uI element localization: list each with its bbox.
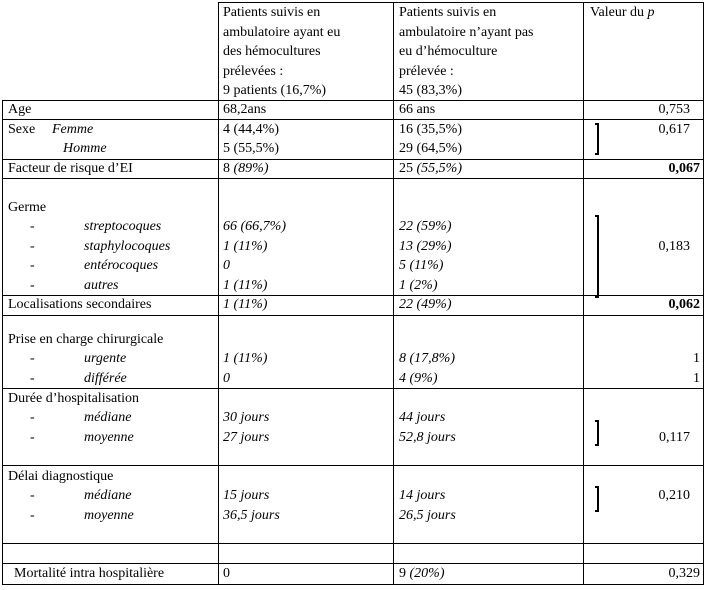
cell-germe-p: 0,183: [658, 239, 690, 254]
header-line: Patients suivis en: [399, 5, 497, 20]
header-line: des hémocultures: [223, 44, 321, 59]
cell-prise-p: 1: [693, 351, 700, 366]
value-percent: (89%): [233, 161, 269, 176]
list-dash: -: [30, 258, 35, 273]
cell-delai-col2: 26,5 jours: [399, 508, 456, 523]
table-border: [2, 543, 703, 544]
table-border: [2, 584, 703, 585]
cell-germe-col1: 1 (11%): [223, 278, 268, 293]
table-border: [2, 100, 703, 101]
header-line: eu d’hémoculture: [399, 44, 498, 59]
table-border: [2, 465, 703, 466]
cell-delai-col2: 14 jours: [399, 488, 446, 503]
table-border: [2, 119, 703, 120]
row-label-duree-hospitalisation: Durée d’hospitalisation: [8, 391, 140, 406]
header-text: Valeur du: [590, 5, 648, 20]
cell-prise-col2: 4 (9%): [399, 371, 438, 386]
prise-item-urgente: urgente: [84, 351, 127, 366]
table-border: [2, 100, 3, 585]
cell-sexe-f-col2: 16 (35,5%): [399, 122, 462, 137]
cell-germe-col2: 5 (11%): [399, 258, 444, 273]
list-dash: -: [30, 410, 35, 425]
cell-germe-col2: 22 (59%): [399, 219, 452, 234]
row-label-germe: Germe: [8, 200, 47, 215]
germe-item-autres: autres: [84, 278, 119, 293]
cell-delai-col1: 15 jours: [223, 488, 270, 503]
row-sublabel-femme: Femme: [52, 122, 94, 137]
table-border: [703, 2, 704, 585]
header-line: prélevée :: [399, 63, 454, 79]
cell-prise-p: 1: [693, 371, 700, 386]
cell-duree-p: 0,117: [659, 430, 690, 445]
value-count: 25: [399, 161, 417, 176]
row-label-mortalite: Mortalité intra hospitalière: [14, 566, 165, 581]
cell-mortalite-p: 0,329: [668, 566, 700, 581]
row-label-prise-en-charge: Prise en charge chirurgicale: [8, 332, 164, 347]
header-line: 45 (83,3%): [399, 83, 462, 98]
header-col-ambulatoire-hemocultures: [223, 3, 340, 101]
table-border: [2, 315, 703, 316]
bracket-icon: [595, 486, 599, 512]
cell-germe-col1: 0: [223, 258, 230, 273]
cell-delai-p: 0,210: [658, 488, 690, 503]
header-line: ambulatoire ayant eu: [223, 24, 341, 40]
table-border: [583, 2, 584, 585]
cell-sexe-h-col2: 29 (64,5%): [399, 141, 462, 156]
cell-age-col1: 68,2ans: [223, 102, 267, 117]
list-dash: -: [30, 351, 35, 366]
list-dash: -: [30, 278, 35, 293]
cell-facteur-col1: [223, 159, 269, 179]
cell-duree-col1: 27 jours: [223, 430, 270, 445]
cell-sexe-f-col1: 4 (44,4%): [223, 122, 279, 137]
cell-duree-col2: 44 jours: [399, 410, 446, 425]
cell-germe-col1: 1 (11%): [223, 239, 268, 254]
cell-delai-col1: 36,5 jours: [223, 508, 280, 523]
cell-germe-col2: 13 (29%): [399, 239, 452, 254]
germe-item-enterocoques: entérocoques: [84, 258, 159, 273]
header-line: Patients suivis en: [223, 5, 321, 20]
row-sublabel-homme: Homme: [63, 141, 107, 156]
germe-item-streptocoques: streptocoques: [84, 219, 162, 234]
duree-item-moyenne: moyenne: [84, 430, 134, 445]
cell-prise-col2: 8 (17,8%): [399, 351, 455, 366]
header-p: p: [647, 5, 655, 20]
value-count: 8: [223, 161, 234, 176]
cell-duree-col1: 30 jours: [223, 410, 270, 425]
cell-sexe-p: 0,617: [658, 122, 690, 137]
germe-item-staphylocoques: staphylocoques: [84, 239, 171, 254]
cell-age-col2: 66 ans: [399, 102, 436, 117]
cell-germe-col2: 1 (2%): [399, 278, 438, 293]
value-percent: (20%): [409, 566, 445, 581]
delai-item-mediane: médiane: [84, 488, 132, 503]
table-border: [218, 2, 219, 585]
prise-item-differee: différée: [84, 371, 127, 386]
duree-item-mediane: médiane: [84, 410, 132, 425]
row-label-age: Age: [8, 102, 32, 117]
list-dash: -: [30, 488, 35, 503]
value-percent: (55,5%): [416, 161, 462, 176]
header-line: ambulatoire n’ayant pas: [399, 24, 534, 40]
cell-facteur-p: 0,067: [668, 161, 700, 176]
cell-localisations-p: 0,062: [668, 297, 700, 312]
bracket-icon: [595, 123, 599, 155]
bracket-icon: [595, 215, 599, 298]
list-dash: -: [30, 371, 35, 386]
cell-prise-col1: 1 (11%): [223, 351, 268, 366]
list-dash: -: [30, 239, 35, 254]
delai-item-moyenne: moyenne: [84, 508, 134, 523]
cell-mortalite-col2: [399, 564, 445, 584]
header-col-ambulatoire-sans-hemoculture: [399, 3, 534, 101]
cell-localisations-col2: 22 (49%): [399, 297, 452, 312]
cell-age-p: 0,753: [658, 102, 690, 117]
row-label-sexe: Sexe: [8, 122, 36, 137]
cell-germe-col1: 66 (66,7%): [223, 219, 286, 234]
row-label-facteur-risque: Facteur de risque d’EI: [8, 161, 133, 176]
cell-sexe-h-col1: 5 (55,5%): [223, 141, 279, 156]
header-col-p-value: [590, 3, 655, 23]
value-count: 9: [399, 566, 410, 581]
row-label-delai-diagnostique: Délai diagnostique: [8, 469, 114, 484]
header-line: prélevées :: [223, 63, 284, 79]
row-label-localisations: Localisations secondaires: [8, 297, 152, 312]
cell-facteur-col2: [399, 159, 462, 179]
table-border: [393, 2, 394, 585]
cell-mortalite-col1: 0: [223, 566, 230, 581]
bracket-icon: [595, 420, 599, 446]
header-line: 9 patients (16,7%): [223, 83, 327, 98]
list-dash: -: [30, 219, 35, 234]
list-dash: -: [30, 508, 35, 523]
list-dash: -: [30, 430, 35, 445]
cell-duree-col2: 52,8 jours: [399, 430, 456, 445]
cell-localisations-col1: 1 (11%): [223, 297, 268, 312]
cell-prise-col1: 0: [223, 371, 230, 386]
